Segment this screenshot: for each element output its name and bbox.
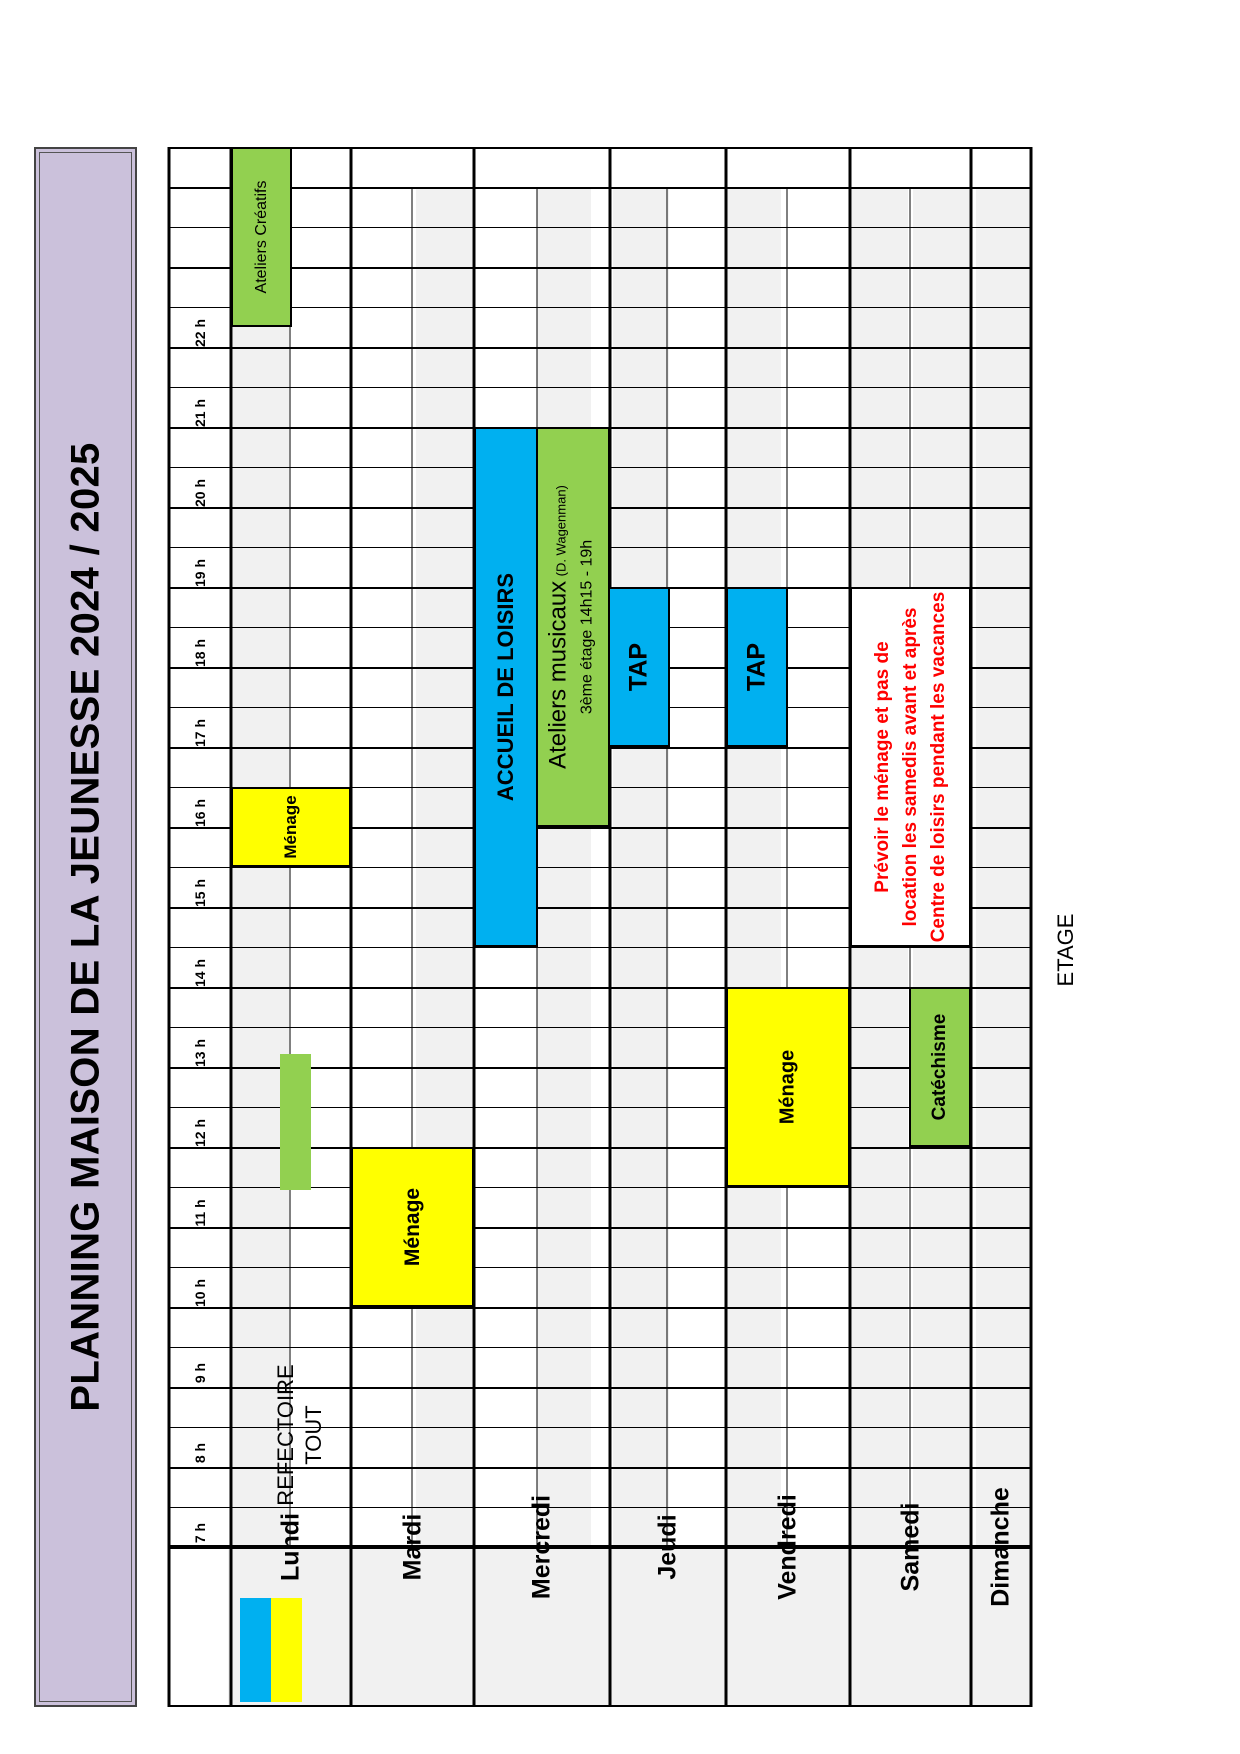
- event-title: Ateliers musicaux: [544, 580, 572, 769]
- grid-subline-lundi: [290, 187, 291, 1547]
- event-vendredi-tap[interactable]: [726, 587, 788, 747]
- hour-label: [170, 793, 230, 833]
- hour-label-text: 17 h: [192, 718, 208, 748]
- hour-label: [170, 633, 230, 673]
- day-label-text: Mercredi: [527, 1494, 556, 1600]
- day-label-dimanche: [971, 1487, 1031, 1705]
- hour-label: [170, 313, 230, 353]
- hour-label: [170, 953, 230, 993]
- grid-line-lundi-mardi: [350, 147, 353, 1707]
- event-label: Catéchisme: [929, 1013, 950, 1121]
- note-bold: location: [899, 853, 921, 927]
- note-bold: Prévoir le ménage: [871, 728, 893, 893]
- hour-label: [170, 1193, 230, 1233]
- title-band: [34, 147, 137, 1707]
- event-teacher: (D. Wagenman): [553, 485, 569, 577]
- event-label: TAP: [742, 642, 771, 692]
- grid-subline-vendredi: [787, 187, 788, 1547]
- event-label-group: [546, 485, 601, 769]
- hour-label: [170, 713, 230, 753]
- grid-row-line: [168, 267, 1032, 269]
- hour-label: [170, 473, 230, 513]
- grid-row-line: [168, 387, 1032, 388]
- hour-label: [170, 393, 230, 433]
- legend-etage: [1046, 910, 1086, 990]
- hour-label-text: 8 h: [192, 1442, 208, 1464]
- day-label-samedi: [850, 1502, 971, 1705]
- event-label: Ménage: [776, 1049, 799, 1125]
- grid-subline-mardi: [412, 187, 413, 1547]
- hour-label-text: 20 h: [192, 478, 208, 508]
- grid-border-left: [168, 147, 171, 1707]
- event-label: Ménage: [281, 795, 300, 859]
- dimanche-col: [976, 187, 1032, 1697]
- hour-label-text: 13 h: [192, 1038, 208, 1068]
- mardi-sub-b: [416, 187, 472, 1697]
- day-label-jeudi: [610, 1514, 726, 1705]
- grid-row-line: [168, 347, 1032, 349]
- event-label: ACCUEIL DE LOISIRS: [493, 572, 518, 802]
- legend-swatch-blue: [240, 1598, 271, 1702]
- day-label-mardi: [351, 1513, 474, 1705]
- hour-label-text: 21 h: [192, 398, 208, 428]
- event-jeudi-tap[interactable]: [608, 587, 670, 747]
- legend-swatch-yellow: [271, 1598, 302, 1702]
- hour-label: [170, 1033, 230, 1073]
- note-normal: et: [871, 701, 893, 729]
- day-label-text: Dimanche: [986, 1487, 1015, 1607]
- legend-label: ETAGE: [1053, 913, 1078, 987]
- grid-line-jeudi-vendredi: [725, 147, 728, 1707]
- grid-row-line: [168, 987, 1032, 989]
- corner-cell: [168, 1547, 228, 1707]
- hour-label-text: 11 h: [192, 1199, 208, 1227]
- day-label-text: Samedi: [896, 1502, 924, 1592]
- hour-label: [170, 1273, 230, 1313]
- event-detail: 3ème étage 14h15 - 19h: [578, 539, 596, 715]
- note-text: [869, 592, 953, 943]
- grid-row-line: [168, 1227, 1032, 1229]
- hour-label-text: 15 h: [192, 878, 208, 908]
- grid-line-mercredi-jeudi: [609, 147, 612, 1707]
- event-label: TAP: [624, 642, 653, 692]
- hour-label: [170, 553, 230, 593]
- hour-label: [170, 1433, 230, 1473]
- legend-label: TOUT: [301, 1405, 326, 1465]
- page-title: PLANNING MAISON DE LA JEUNESSE 2024 / 2025: [63, 442, 107, 1412]
- hour-label-text: 14 h: [192, 958, 208, 988]
- hour-label-text: 19 h: [192, 558, 208, 588]
- event-label: Ménage: [400, 1187, 424, 1267]
- samedi-note: [850, 587, 971, 947]
- note-line3: Centre de loisirs pendant les vacances: [927, 591, 949, 943]
- grid-row-line: [168, 1307, 1032, 1309]
- note-normal: les samedis avant et après: [899, 607, 921, 854]
- day-label-text: Jeudi: [653, 1514, 682, 1580]
- grid-row-line: [168, 947, 1032, 948]
- day-label-text: Vendredi: [773, 1494, 802, 1600]
- grid-row-line: [168, 187, 1032, 189]
- grid-border-right: [1030, 147, 1033, 1707]
- grid-row-line: [168, 307, 1032, 308]
- hour-label-text: 7 h: [192, 1522, 208, 1544]
- event-mardi-menage[interactable]: [351, 1147, 474, 1307]
- legend-label: REFECTOIRE: [273, 1364, 298, 1506]
- event-mercredi-ateliers-musicaux[interactable]: [536, 427, 610, 827]
- event-lundi-menage[interactable]: [231, 787, 351, 867]
- event-lundi-ateliers-creatifs[interactable]: [231, 147, 292, 327]
- day-label-mercredi: [474, 1494, 610, 1705]
- day-label-text: Mardi: [398, 1513, 426, 1581]
- day-label-vendredi: [726, 1494, 850, 1705]
- hour-label-text: 9 h: [192, 1362, 208, 1384]
- note-bold: pas de: [871, 641, 893, 702]
- legend-swatch-green: [280, 1054, 311, 1190]
- hour-label-text: 22 h: [192, 318, 208, 348]
- hour-label-text: 12 h: [192, 1118, 208, 1148]
- hour-label: [170, 873, 230, 913]
- grid-row-line: [168, 1267, 1032, 1268]
- grid-line-hours: [230, 147, 233, 1707]
- hour-label-text: 18 h: [192, 638, 208, 668]
- legend-refectoire-tout: [260, 1364, 340, 1506]
- mercredi-sub-a: [537, 187, 591, 1697]
- event-vendredi-menage[interactable]: [726, 987, 850, 1187]
- hour-label-text: 10 h: [192, 1278, 208, 1308]
- grid-row-line: [168, 1347, 1032, 1348]
- hour-label: [170, 1353, 230, 1393]
- event-label: Ateliers Créatifs: [252, 180, 270, 294]
- hour-label-text: 16 h: [192, 798, 208, 828]
- grid-subline-jeudi: [667, 187, 668, 1547]
- mercredi-sub-b: [613, 187, 669, 1697]
- day-label-text: Lundi: [276, 1512, 305, 1582]
- jeudi-sub-a: [725, 187, 781, 1697]
- grid-row-line: [168, 1027, 1032, 1028]
- event-samedi-catechisme[interactable]: [909, 987, 971, 1147]
- grid-row-line: [168, 227, 1032, 228]
- hour-label: [170, 1113, 230, 1153]
- grid-border-top: [168, 147, 1032, 149]
- hour-label: [170, 1513, 230, 1553]
- grid-border-bottom: [168, 1705, 1032, 1707]
- event-mercredi-accueil-de-loisirs[interactable]: [474, 427, 538, 947]
